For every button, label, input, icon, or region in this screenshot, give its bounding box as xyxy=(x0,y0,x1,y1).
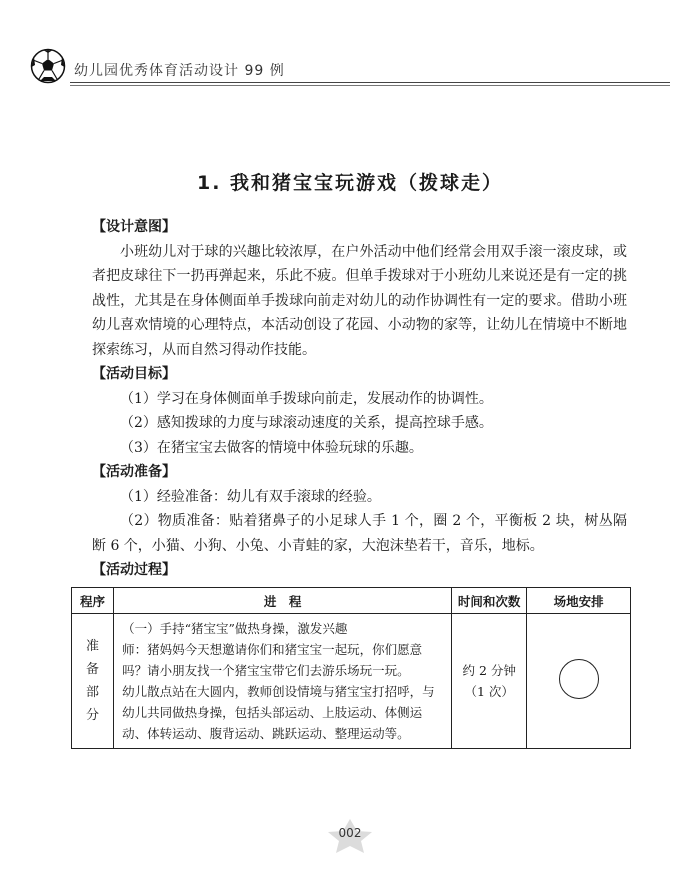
process-table xyxy=(71,587,631,749)
process-cell xyxy=(114,614,452,749)
table-header-row xyxy=(72,588,631,614)
design-heading: 【设计意图】 xyxy=(92,219,176,235)
venue-cell xyxy=(527,614,631,749)
running-header-title: 幼儿园优秀体育活动设计 99 例 xyxy=(74,63,285,79)
goals-heading: 【活动目标】 xyxy=(92,366,176,382)
goal-item: （3）在猪宝宝去做客的情境中体验玩球的乐趣。 xyxy=(120,439,423,456)
header-rule-thin xyxy=(70,85,670,86)
prep-heading: 【活动准备】 xyxy=(92,464,176,480)
col-header-venue: 场地安排 xyxy=(527,588,631,614)
lesson-title: 1. 我和猪宝宝玩游戏（拨球走） xyxy=(196,172,504,194)
design-paragraph: 小班幼儿对于球的兴趣比较浓厚，在户外活动中他们经常会用双手滚一滚皮球，或者把皮球往下一扔再弹起来，乐此不疲。但单手拨球对于小班幼儿来说还是有一定的挑战性，尤其是在身体侧面单手拨球向前走对幼儿的动作协调性有一定的要求。借助小班幼儿喜欢情境的心理特点，本活动创设了花园、小动物的家等，让幼儿在情境中不断地探索练习，从而自然习得动作技能。 xyxy=(92,243,627,358)
col-header-stage: 程序 xyxy=(72,588,114,614)
process-table-wrapper xyxy=(71,587,631,749)
stage-label: 准 备 部 分 xyxy=(86,639,100,723)
table-row xyxy=(72,614,631,749)
activity-line: 幼儿散点站在大圆内，教师创设情境与猪宝宝打招呼，与幼儿共同做热身操，包括头部运动、上肢运动、体侧运动、体转运动、腹背运动、跳跃运动、整理运动等。 xyxy=(122,684,435,741)
stage-cell xyxy=(72,614,114,749)
process-subheading: （一）手持“猪宝宝”做热身操，激发兴趣 xyxy=(122,621,348,636)
time-cell xyxy=(452,614,527,749)
prep-item: （2）物质准备：贴着猪鼻子的小足球人手 1 个，圈 2 个，平衡板 2 块，树丛隔断 6 个，小猫、小狗、小兔、小青蛙的家，大泡沫垫若干，音乐，地标。 xyxy=(92,513,627,554)
process-heading: 【活动过程】 xyxy=(92,562,176,578)
teacher-line: 师：猪妈妈今天想邀请你们和猪宝宝一起玩，你们愿意吗？请小朋友找一个猪宝宝带它们去游乐场玩一玩。 xyxy=(122,642,423,678)
page-header xyxy=(30,40,670,90)
col-header-process: 进 程 xyxy=(114,588,452,614)
circle-venue-icon xyxy=(559,659,599,699)
time-value: 约 2 分钟 xyxy=(462,663,516,678)
prep-item: （1）经验准备：幼儿有双手滚球的经验。 xyxy=(120,488,381,505)
col-header-time: 时间和次数 xyxy=(452,588,527,614)
soccer-ball-icon xyxy=(30,48,66,84)
header-rule xyxy=(70,82,670,83)
lesson-body xyxy=(92,215,627,583)
page-number: 002 xyxy=(338,826,362,840)
count-value: （1 次） xyxy=(464,684,514,699)
goal-item: （2）感知拨球的力度与球滚动速度的关系，提高控球手感。 xyxy=(120,415,493,431)
goal-item: （1）学习在身体侧面单手拨球向前走，发展动作的协调性。 xyxy=(120,390,493,407)
